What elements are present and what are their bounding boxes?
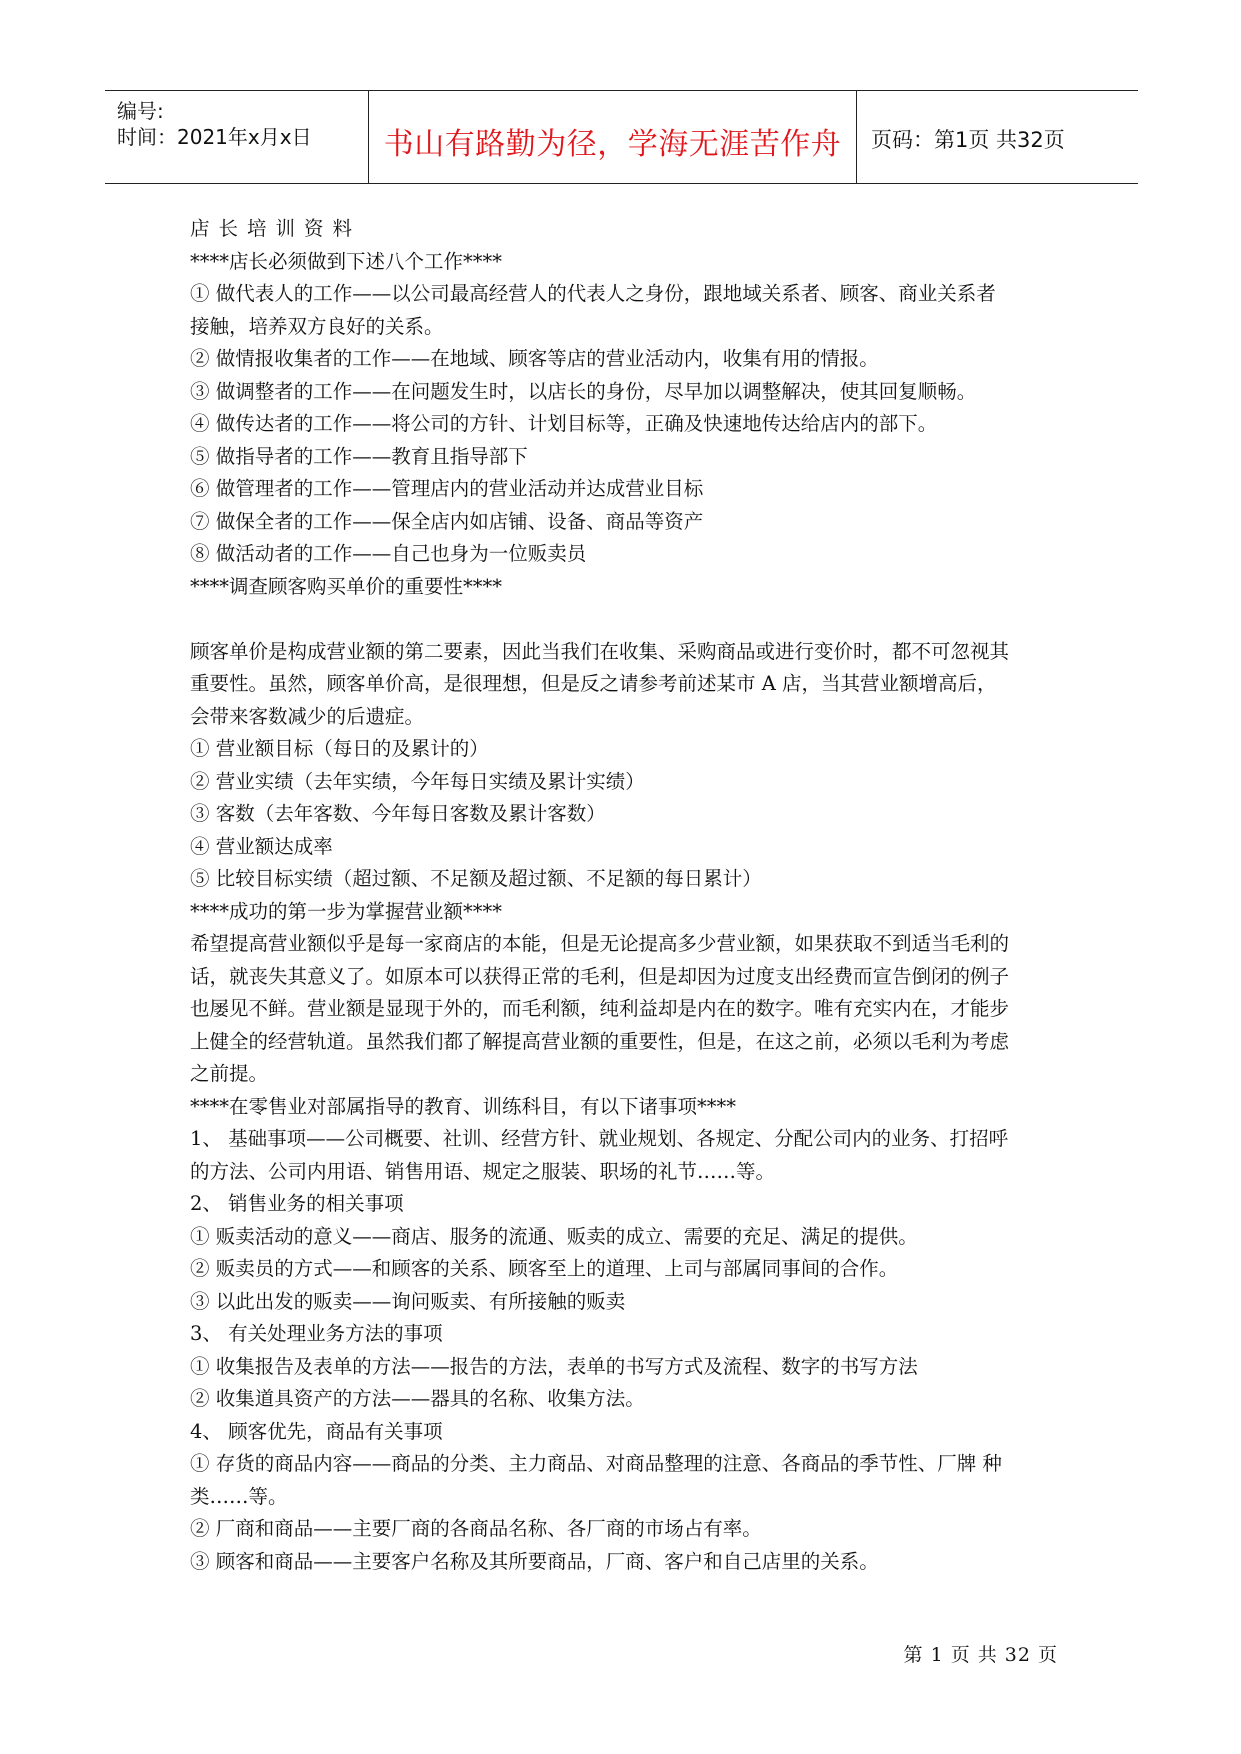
- body-line: ① 贩卖活动的意义——商店、服务的流通、贩卖的成立、需要的充足、满足的提供。: [190, 1224, 918, 1248]
- page-footer: 第 1 页 共 32 页: [903, 1644, 1058, 1666]
- body-line: 会带来客数减少的后遗症。: [190, 704, 425, 728]
- body-line: ② 做情报收集者的工作——在地域、顾客等店的营业活动内，收集有用的情报。: [190, 347, 879, 370]
- body-line: ① 收集报告及表单的方法——报告的方法，表单的书写方式及流程、数字的书写方法: [190, 1354, 918, 1378]
- body-line: 上健全的经营轨道。虽然我们都了解提高营业额的重要性，但是，在这之前，必须以毛利为考虑: [190, 1029, 1010, 1053]
- body-line: [190, 603, 1060, 636]
- body-line: 也屡见不鲜。营业额是显现于外的，而毛利额，纯利益却是内在的数字。唯有充实内在，才能步: [190, 997, 1010, 1020]
- body-line: 希望提高营业额似乎是每一家商店的本能，但是无论提高多少营业额，如果获取不到适当毛利的: [190, 932, 1010, 955]
- body-line: ⑧ 做活动者的工作——自己也身为一位贩卖员: [190, 542, 587, 565]
- body-line: 类……等。: [190, 1484, 288, 1508]
- section-heading: ****在零售业对部属指导的教育、训练科目，有以下诸事项****: [190, 1094, 737, 1118]
- body-line: ④ 营业额达成率: [190, 834, 333, 858]
- body-line: ⑤ 做指导者的工作——教育且指导部下: [190, 444, 528, 468]
- body-line: ② 厂商和商品——主要厂商的各商品名称、各厂商的市场占有率。: [190, 1517, 762, 1540]
- header-page-cell: [857, 91, 1138, 183]
- body-line: ④ 做传达者的工作——将公司的方针、计划目标等，正确及快速地传达给店内的部下。: [190, 412, 938, 435]
- body-line: 之前提。: [190, 1062, 269, 1085]
- body-line: ⑤ 比较目标实绩（超过额、不足额及超过额、不足额的每日累计）: [190, 867, 762, 890]
- section-heading: ****调查顾客购买单价的重要性****: [190, 574, 503, 598]
- body-line: ① 做代表人的工作——以公司最高经营人的代表人之身份，跟地域关系者、顾客、商业关系者: [190, 282, 996, 305]
- document-number-label: 编号:: [117, 99, 164, 123]
- page-header: [105, 90, 1138, 184]
- body-line: 2、 销售业务的相关事项: [190, 1192, 404, 1215]
- body-line: ② 贩卖员的方式——和顾客的关系、顾客至上的道理、上司与部属同事间的合作。: [190, 1257, 899, 1280]
- header-page-label: 页码：第1页 共32页: [871, 128, 1065, 152]
- body-line: ③ 做调整者的工作——在问题发生时，以店长的身份，尽早加以调整解决，使其回复顺畅。: [190, 379, 977, 403]
- body-line: ① 营业额目标（每日的及累计的）: [190, 737, 489, 760]
- body-line: 顾客单价是构成营业额的第二要素，因此当我们在收集、采购商品或进行变价时，都不可忽视其: [190, 639, 1010, 663]
- body-line: 接触，培养双方良好的关系。: [190, 314, 444, 338]
- body-line: ② 营业实绩（去年实绩，今年每日实绩及累计实绩）: [190, 769, 645, 793]
- header-motto: 书山有路勤为径，学海无涯苦作舟: [383, 127, 842, 162]
- body-line: ① 存货的商品内容——商品的分类、主力商品、对商品整理的注意、各商品的季节性、厂牌 种: [190, 1452, 1002, 1475]
- body-line: ② 收集道具资产的方法——器具的名称、收集方法。: [190, 1387, 645, 1410]
- document-title: 店长培训资料: [190, 217, 362, 240]
- body-line: 重要性。虽然，顾客单价高，是很理想，但是反之请参考前述某市 A 店，当其营业额增高后，: [190, 672, 997, 695]
- body-line: 3、 有关处理业务方法的事项: [190, 1322, 443, 1345]
- body-line: ③ 客数（去年客数、今年每日客数及累计客数）: [190, 802, 606, 825]
- header-motto-cell: [369, 91, 857, 183]
- body-line: ③ 顾客和商品——主要客户名称及其所要商品，厂商、客户和自己店里的关系。: [190, 1549, 879, 1573]
- body-line: ③ 以此出发的贩卖——询问贩卖、有所接触的贩卖: [190, 1289, 626, 1313]
- body-lines: [190, 246, 1060, 1579]
- body-line: 1、 基础事项——公司概要、社训、经营方针、就业规划、各规定、分配公司内的业务、打招呼: [190, 1127, 1009, 1150]
- section-heading: ****店长必须做到下述八个工作****: [190, 249, 503, 273]
- header-info-cell: [105, 91, 369, 183]
- document-time-label: 时间：2021年x月x日: [117, 125, 312, 149]
- section-heading: ****成功的第一步为掌握营业额****: [190, 899, 503, 923]
- body-line: ⑥ 做管理者的工作——管理店内的营业活动并达成营业目标: [190, 477, 704, 500]
- body-line: 话，就丧失其意义了。如原本可以获得正常的毛利，但是却因为过度支出经费而宣告倒闭的例子: [190, 964, 1010, 988]
- body-line: 的方法、公司内用语、销售用语、规定之服装、职场的礼节……等。: [190, 1159, 776, 1183]
- body-line: ⑦ 做保全者的工作——保全店内如店铺、设备、商品等资产: [190, 509, 704, 533]
- body-line: 4、 顾客优先，商品有关事项: [190, 1419, 443, 1443]
- document-body: [190, 213, 1060, 1578]
